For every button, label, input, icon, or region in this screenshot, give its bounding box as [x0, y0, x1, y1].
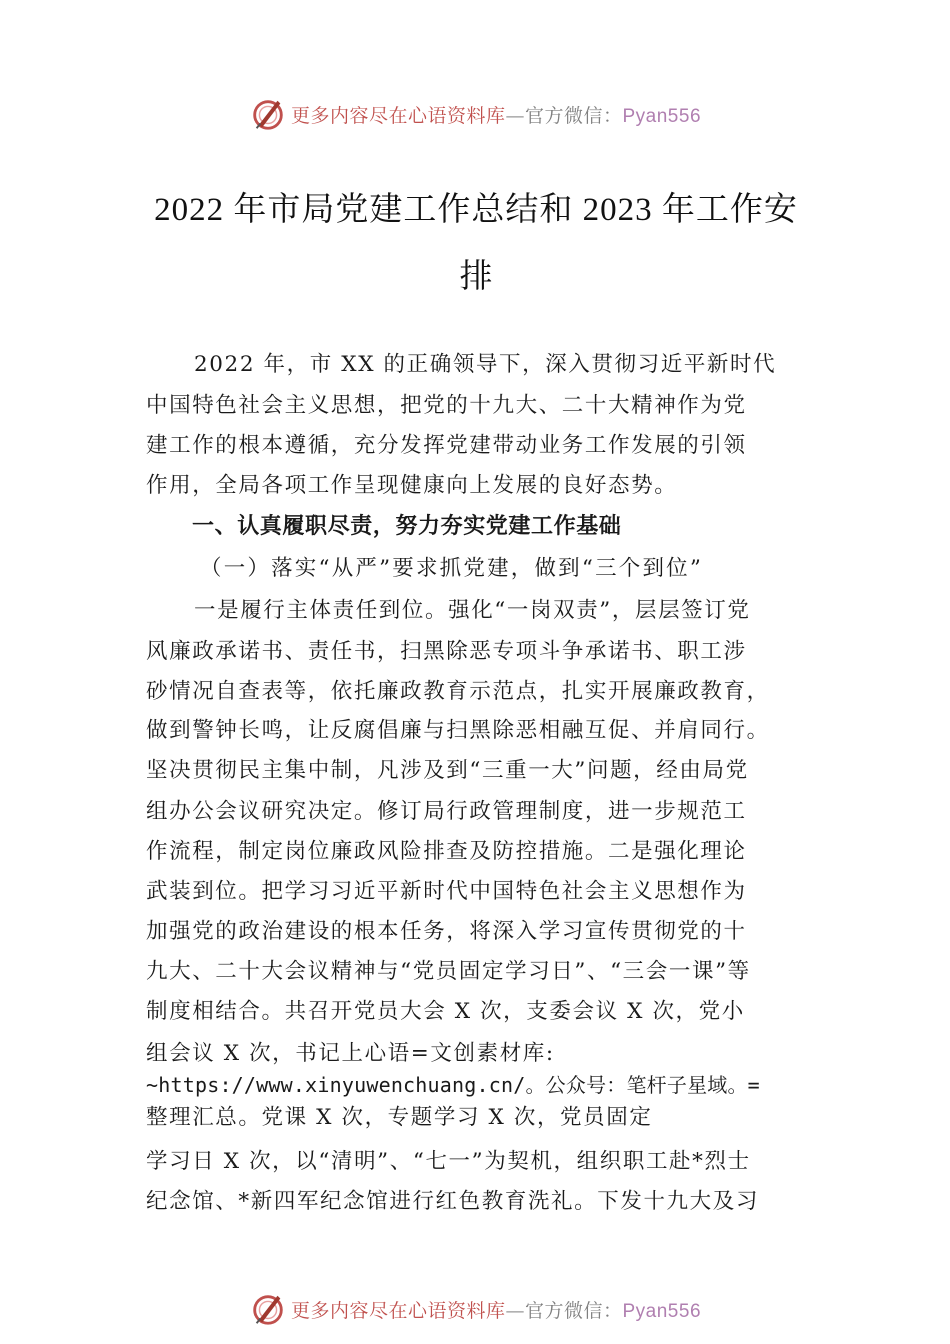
paragraph-line: 做到警钟长鸣，让反腐倡廉与扫黑除恶相融互促、并肩同行。	[146, 718, 770, 743]
paragraph-line: 学习日 X 次，以“清明”、“七一”为契机，组织职工赴*烈士	[146, 1149, 751, 1174]
document-title-line-2: 排	[459, 259, 493, 295]
paragraph-line: 制度相结合。共召开党员大会 X 次，支委会议 X 次，党小	[146, 999, 745, 1024]
paragraph-line: 加强党的政治建设的根本任务，将深入学习宣传贯彻党的十	[146, 919, 747, 944]
paragraph-line: 一是履行主体责任到位。强化“一岗双责”，层层签订党	[194, 598, 751, 623]
banner-text: 更多内容尽在心语资料库—官方微信：Pyan556	[290, 1299, 702, 1322]
paragraph-line: 砂情况自查表等，依托廉政教育示范点，扎实开展廉政教育，	[146, 679, 770, 704]
paragraph-line: 组办公会议研究决定。修订局行政管理制度，进一步规范工	[146, 799, 747, 824]
quill-pen-logo-icon	[249, 95, 287, 133]
paragraph-line: 作用，全局各项工作呈现健康向上发展的良好态势。	[146, 473, 678, 498]
paragraph-line: 2022 年，市 XX 的正确领导下，深入贯彻习近平新时代	[194, 352, 777, 377]
subsection-heading: （一）落实“从严”要求抓党建，做到“三个到位”	[200, 556, 704, 581]
paragraph-line: 风廉政承诺书、责任书，扫黑除恶专项斗争承诺书、职工涉	[146, 639, 747, 664]
paragraph-line: 坚决贯彻民主集中制，凡涉及到“三重一大”问题，经由局党	[146, 758, 749, 783]
paragraph-line: 纪念馆、*新四军纪念馆进行红色教育洗礼。下发十九大及习	[146, 1189, 759, 1214]
paragraph-line: 武装到位。把学习习近平新时代中国特色社会主义思想作为	[146, 879, 747, 904]
paragraph-line: 建工作的根本遵循，充分发挥党建带动业务工作发展的引领	[146, 433, 747, 458]
paragraph-line: 九大、二十大会议精神与“党员固定学习日”、“三会一课”等	[146, 959, 751, 984]
document-title-line-1: 2022 年市局党建工作总结和 2023 年工作安	[154, 192, 798, 228]
paragraph-line: 组会议 X 次，书记上心语=文创素材库:	[146, 1041, 555, 1066]
banner-text: 更多内容尽在心语资料库—官方微信：Pyan556	[290, 104, 702, 127]
paragraph-line: 中国特色社会主义思想，把党的十九大、二十大精神作为党	[146, 393, 747, 418]
quill-pen-logo-icon	[249, 1290, 287, 1328]
header-watermark-banner	[0, 94, 950, 134]
paragraph-line-url: ~https://www.xinyuwenchuang.cn/。公众号：笔杆子星域。=	[146, 1073, 760, 1097]
paragraph-line: 作流程，制定岗位廉政风险排查及防控措施。二是强化理论	[146, 839, 747, 864]
paragraph-line: 整理汇总。党课 X 次，专题学习 X 次，党员固定	[146, 1105, 653, 1130]
section-heading: 一、认真履职尽责，努力夯实党建工作基础	[192, 514, 622, 539]
footer-watermark-banner	[0, 1289, 950, 1329]
